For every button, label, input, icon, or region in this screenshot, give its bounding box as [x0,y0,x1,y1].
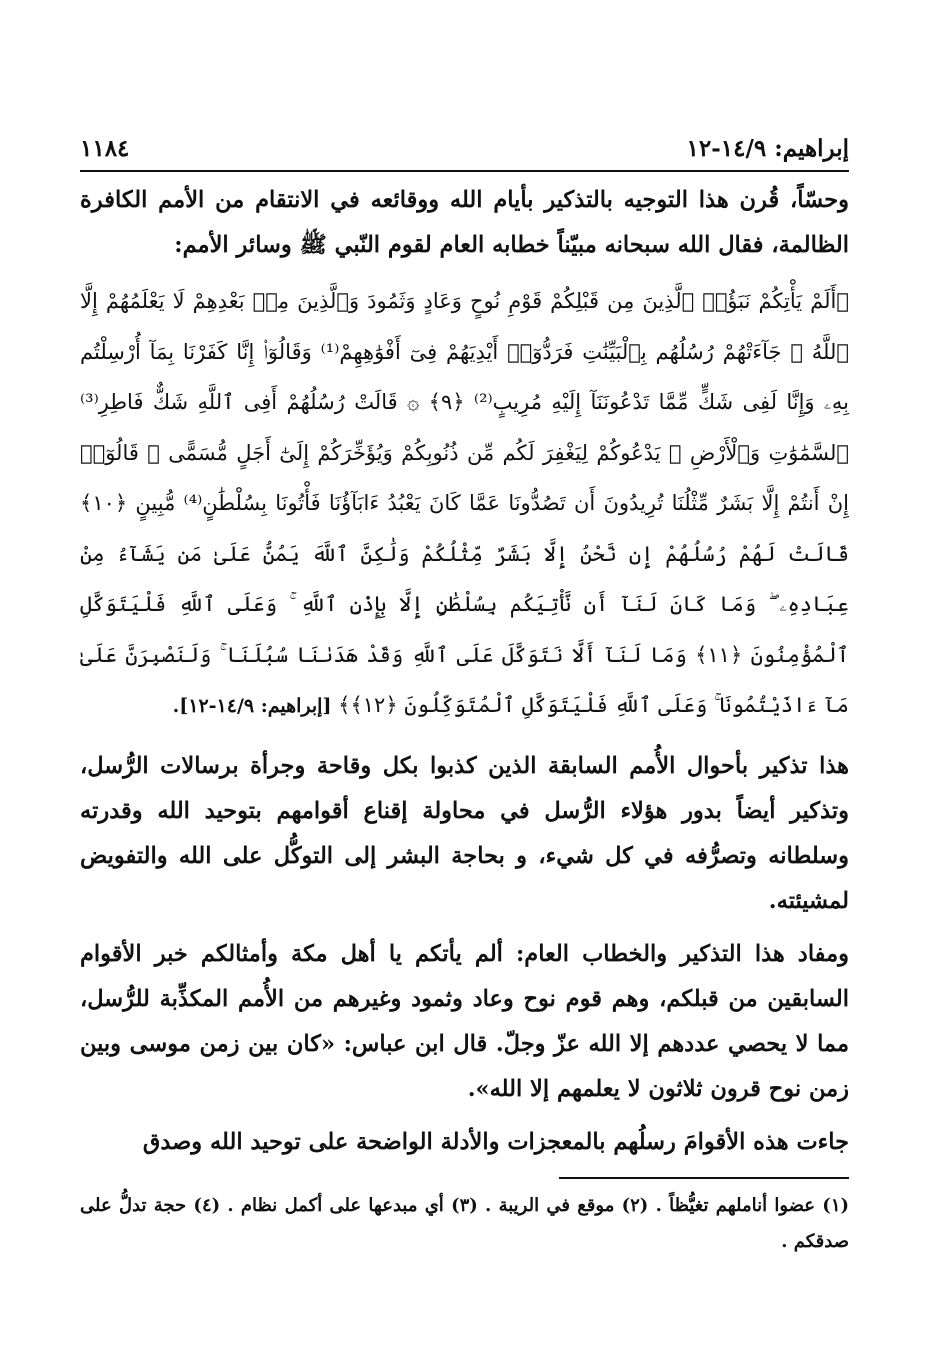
running-header [80,128,849,168]
footnote-rule [559,1177,849,1179]
body-paragraph-2: ومفاد هذا التذكير والخطاب العام: ألم يأتكم يا أهل مكة وأمثالكم خبر الأقوام السابقين من قبلكم، وهم قوم نوح وعاد وثمود وغيرهم من الأُمم المكذِّبة للرُّسل، مما لا يحصي عددهم إلا الله عزّ وجلّ. قال ابن عباس: «كان بين زمن موسى وبين زمن نوح قرون ثلاثون لا يعلمهم إلا الله». [80,940,849,1102]
quran-verses-block [80,276,849,732]
quran-citation: [إبراهيم: ١٤/٩-١٢]. [172,695,332,717]
chapter-reference: إبراهيم: ١٤/٩-١٢ [686,134,849,162]
intro-paragraph: وحسّاً، قُرن هذا التوجيه بالتذكير بأيام الله ووقائعه في الانتقام من الأمم الكافرة الظالمة، فقال الله سبحانه مبيّناً خطابه العام لقوم النّبي ﷺ وسائر الأمم: [80,187,849,258]
page-number: ١١٨٤ [80,134,130,162]
body-paragraph-1: هذا تذكير بأحوال الأُمم السابقة الذين كذبوا بكل وقاحة وجرأة برسالات الرُّسل، وتذكير أيضاً بدور هؤلاء الرُّسل في محاولة إقناع أقوامهم بتوحيد الله وقدرته وسلطانه وتصرُّفه في كل شيء، و بحاجة البشر إلى التوكُّل على الله والتفويض لمشيئته. [80,752,849,914]
page-body [80,178,849,1165]
header-rule [80,170,849,172]
quran-verses: ﴿أَلَمْ يَأْتِكُمْ نَبَؤُا۟ ٱلَّذِينَ مِن قَبْلِكُمْ قَوْمِ نُوحٍ وَعَادٍ وَثَمُودَ وَٱلَّذِينَ مِنۢ بَعْدِهِمْ لَا يَعْلَمُهُمْ إِلَّا ٱللَّهُ ۚ جَآءَتْهُمْ رُسُلُهُم بِٱلْبَيِّنَٰتِ فَرَدُّوٓا۟ أَيْدِيَهُمْ فِىٓ أَفْوَٰهِهِمْ⁽¹⁾ وَقَالُوٓا۟ إِنَّا كَفَرْنَا بِمَآ أُرْسِلْتُم بِهِۦ وَإِنَّا لَفِى شَكٍّ مِّمَّا تَدْعُونَنَآ إِلَيْهِ مُرِيبٍ⁽²⁾ ﴿٩﴾ ۞ قَالَتْ رُسُلُهُمْ أَفِى ٱللَّهِ شَكٌّ فَاطِرِ⁽³⁾ ٱلسَّمَٰوَٰتِ وَٱلْأَرْضِ ۖ يَدْعُوكُمْ لِيَغْفِرَ لَكُم مِّن ذُنُوبِكُمْ وَيُؤَخِّرَكُمْ إِلَىٰٓ أَجَلٍ مُّسَمًّى ۚ قَالُوٓا۟ إِنْ أَنتُمْ إِلَّا بَشَرٌ مِّثْلُنَا تُرِيدُونَ أَن تَصُدُّونَا عَمَّا كَانَ يَعْبُدُ ءَابَآؤُنَا فَأْتُونَا بِسُلْطَٰنٍ⁽⁴⁾ مُّبِينٍ ﴿١٠﴾ قَالَتْ لَهُمْ رُسُلُهُمْ إِن نَّحْنُ إِلَّا بَشَرٌ مِّثْلُكُمْ وَلَٰكِنَّ ٱللَّهَ يَمُنُّ عَلَىٰ مَن يَشَآءُ مِنْ عِبَادِهِۦ ۖ وَمَا كَانَ لَنَآ أَن نَّأْتِيَكُم بِسُلْطَٰنٍ إِلَّا بِإِذْنِ ٱللَّهِ ۚ وَعَلَى ٱللَّهِ فَلْيَتَوَكَّلِ ٱلْمُؤْمِنُونَ ﴿١١﴾ وَمَا لَنَآ أَلَّا نَتَوَكَّلَ عَلَى ٱللَّهِ وَقَدْ هَدَىٰنَا سُبُلَنَا ۚ وَلَنَصْبِرَنَّ عَلَىٰ مَآ ءَاذَيْتُمُونَا ۚ وَعَلَى ٱللَّهِ فَلْيَتَوَكَّلِ ٱلْمُتَوَكِّلُونَ ﴿١٢﴾﴾ [80,289,850,717]
body-paragraph-3: جاءت هذه الأقوامَ رسلُهم بالمعجزات والأدلة الواضحة على توحيد الله وصدق [142,1128,849,1155]
footnotes: (١) عضوا أناملهم تغيُّظاً . (٢) موقع في الريبة . (٣) أي مبدعها على أكمل نظام . (٤) حجة تدلُّ على صدقكم . [80,1195,850,1252]
